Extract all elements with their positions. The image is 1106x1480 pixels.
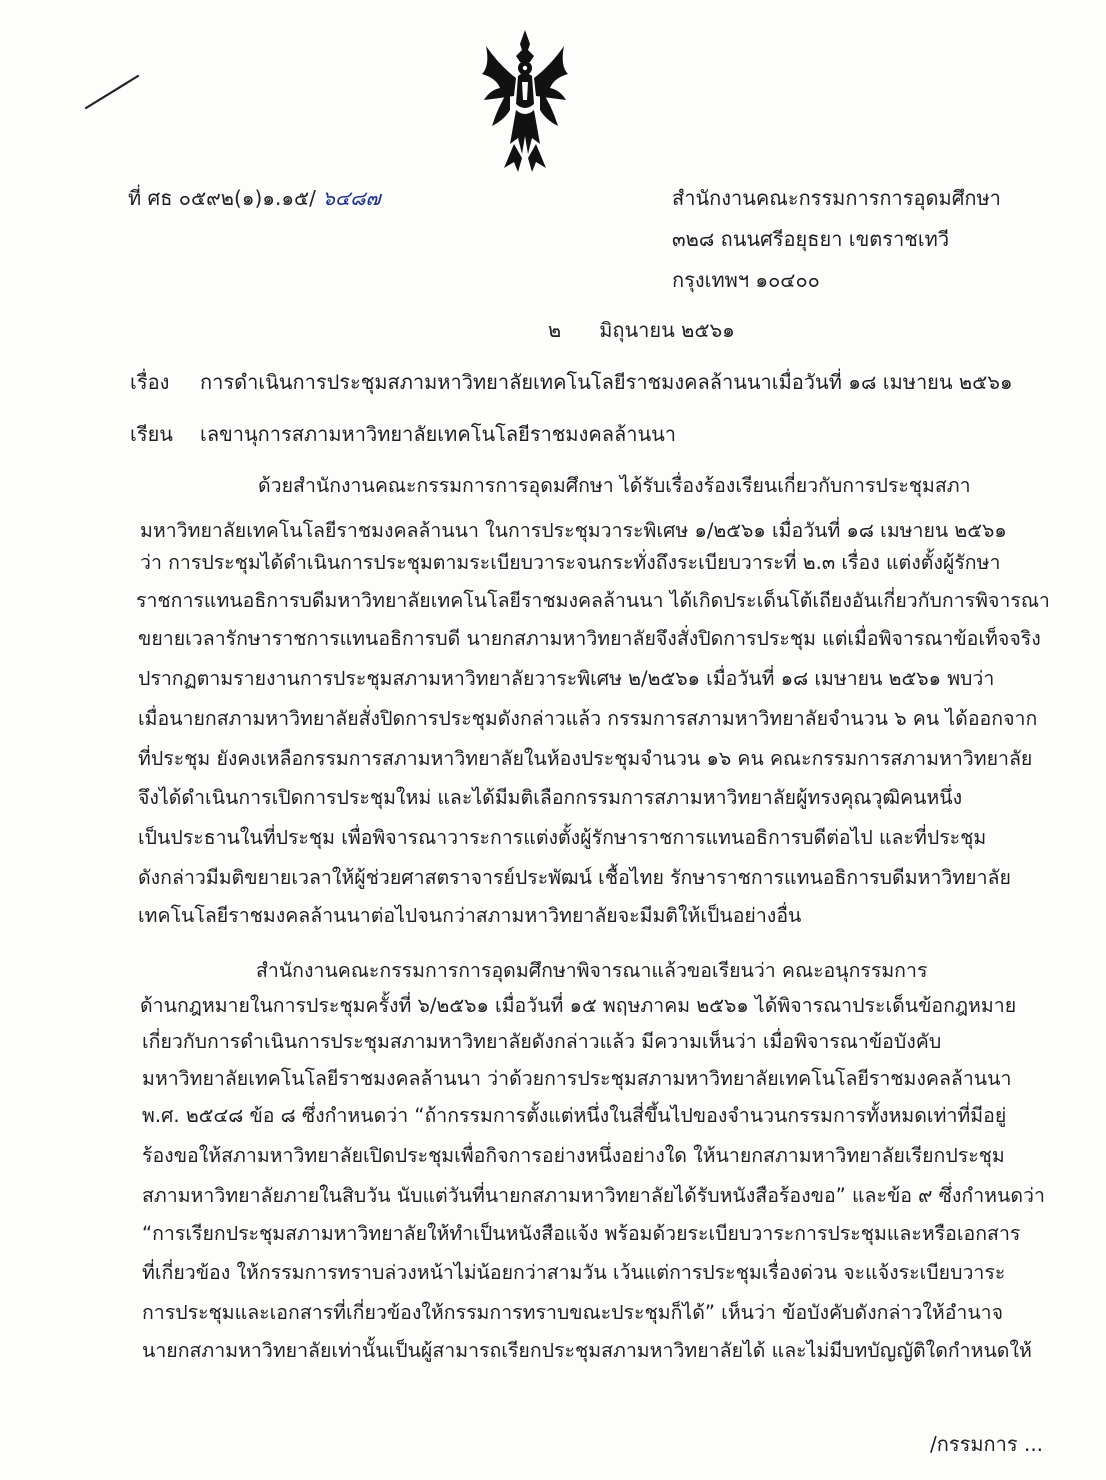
body-line: จึงได้ดำเนินการเปิดการประชุมใหม่ และได้มีมติเลือกกรรมการสภามหาวิทยาลัยผู้ทรงคุณวุฒิคนหนึ่ง xyxy=(138,786,963,809)
body-line: สภามหาวิทยาลัยภายในสิบวัน นับแต่วันที่นายกสภามหาวิทยาลัยได้รับหนังสือร้องขอ” และข้อ ๙ ซึ่งกำหนดว่า xyxy=(142,1184,1045,1207)
body-line: เป็นประธานในที่ประชุม เพื่อพิจารณาวาระการแต่งตั้งผู้รักษาราชการแทนอธิการบดีต่อไป และที่ประชุม xyxy=(138,826,987,849)
body-line: ขยายเวลารักษาราชการแทนอธิการบดี นายกสภามหาวิทยาลัยจึงสั่งปิดการประชุม แต่เมื่อพิจารณาข้อเท็จจริง xyxy=(138,627,1041,650)
body-line: นายกสภามหาวิทยาลัยเท่านั้นเป็นผู้สามารถเรียกประชุมสภามหาวิทยาลัยได้ และไม่มีบทบัญญัติใดกำหนดให้ xyxy=(142,1339,1032,1362)
body-line: การประชุมและเอกสารที่เกี่ยวข้องให้กรรมการทราบขณะประชุมก็ได้” เห็นว่า ข้อบังคับดังกล่าวให้อำนาจ xyxy=(142,1301,1004,1324)
letter-date xyxy=(548,314,735,346)
body-line: ว่า การประชุมได้ดำเนินการประชุมตามระเบียบวาระจนกระทั่งถึงระเบียบวาระที่ ๒.๓ เรื่อง แต่งตั้งผู้รักษา xyxy=(140,551,1001,574)
body-line: เกี่ยวกับการดำเนินการประชุมสภามหาวิทยาลัยดังกล่าวแล้ว มีความเห็นว่า เมื่อพิจารณาข้อบังคับ xyxy=(142,1030,942,1053)
body-line: ที่เกี่ยวข้อง ให้กรรมการทราบล่วงหน้าไม่น้อยกว่าสามวัน เว้นแต่การประชุมเรื่องด่วน จะแจ้งระเบียบวาระ xyxy=(142,1261,1006,1284)
date-day: ๒ xyxy=(548,318,562,342)
sender-address xyxy=(672,178,1001,301)
subject-text: การดำเนินการประชุมสภามหาวิทยาลัยเทคโนโลยีราชมงคลล้านนาเมื่อวันที่ ๑๘ เมษายน ๒๕๖๑ xyxy=(200,370,1013,394)
body-line: เมื่อนายกสภามหาวิทยาลัยสั่งปิดการประชุมดังกล่าวแล้ว กรรมการสภามหาวิทยาลัยจำนวน ๖ คน ได้ออกจาก xyxy=(138,707,1038,730)
body-line: ด้านกฎหมายในการประชุมครั้งที่ ๖/๒๕๖๑ เมื่อวันที่ ๑๕ พฤษภาคม ๒๕๖๑ ได้พิจารณาประเด็นข้อกฎหมาย xyxy=(140,994,1017,1017)
subject-label: เรื่อง xyxy=(130,370,170,394)
body-line: ปรากฏตามรายงานการประชุมสภามหาวิทยาลัยวาระพิเศษ ๒/๒๕๖๑ เมื่อวันที่ ๑๘ เมษายน ๒๕๖๑ พบว่า xyxy=(138,667,995,690)
recipient-label: เรียน xyxy=(130,422,173,446)
sender-address-line: สำนักงานคณะกรรมการการอุดมศึกษา xyxy=(672,186,1001,210)
sender-address-line: ๓๒๘ ถนนศรีอยุธยา เขตราชเทวี xyxy=(672,227,950,251)
body-line: เทคโนโลยีราชมงคลล้านนาต่อไปจนกว่าสภามหาวิทยาลัยจะมีมติให้เป็นอย่างอื่น xyxy=(138,904,802,927)
body-line: “การเรียกประชุมสภามหาวิทยาลัยให้ทำเป็นหนังสือแจ้ง พร้อมด้วยระเบียบวาระการประชุมและหรือเอกสาร xyxy=(142,1222,1021,1245)
body-line: พ.ศ. ๒๕๔๘ ข้อ ๘ ซึ่งกำหนดว่า “ถ้ากรรมการตั้งแต่หนึ่งในสี่ขึ้นไปของจำนวนกรรมการทั้งหมดเท่าที่มีอยู่ xyxy=(142,1104,1007,1127)
recipient-text: เลขานุการสภามหาวิทยาลัยเทคโนโลยีราชมงคลล้านนา xyxy=(200,422,677,446)
recipient-line xyxy=(130,418,676,450)
body-line: ราชการแทนอธิการบดีมหาวิทยาลัยเทคโนโลยีราชมงคลล้านนา ได้เกิดประเด็นโต้เถียงอันเกี่ยวกับการพิจารณา xyxy=(136,589,1050,612)
document-number-handwritten: ๖๔๘๗ xyxy=(322,186,381,210)
body-line: ด้วยสำนักงานคณะกรรมการการอุดมศึกษา ได้รับเรื่องร้องเรียนเกี่ยวกับการประชุมสภา xyxy=(258,474,971,497)
subject-line xyxy=(130,366,1013,398)
body-line: ร้องขอให้สภามหาวิทยาลัยเปิดประชุมเพื่อกิจการอย่างหนึ่งอย่างใด ให้นายกสภามหาวิทยาลัยเรียกประชุม xyxy=(142,1144,1005,1167)
continuation-marker: /กรรมการ ... xyxy=(930,1432,1044,1456)
body-line: ที่ประชุม ยังคงเหลือกรรมการสภามหาวิทยาลัยในห้องประชุมจำนวน ๑๖ คน คณะกรรมการสภามหาวิทยาลัย xyxy=(138,747,1033,770)
date-month-year: มิถุนายน ๒๕๖๑ xyxy=(599,318,735,342)
body-line: สำนักงานคณะกรรมการการอุดมศึกษาพิจารณาแล้วขอเรียนว่า คณะอนุกรรมการ xyxy=(256,959,928,982)
body-line: มหาวิทยาลัยเทคโนโลยีราชมงคลล้านนา ว่าด้วยการประชุมสภามหาวิทยาลัยเทคโนโลยีราชมงคลล้านนา xyxy=(142,1067,1012,1090)
body-line: มหาวิทยาลัยเทคโนโลยีราชมงคลล้านนา ในการประชุมวาระพิเศษ ๑/๒๕๖๑ เมื่อวันที่ ๑๘ เมษายน ๒๕๖๑ xyxy=(140,519,1007,542)
body-line: ดังกล่าวมีมติขยายเวลาให้ผู้ช่วยศาสตราจารย์ประพัฒน์ เชื้อไทย รักษาราชการแทนอธิการบดีมหาวิทยาลัย xyxy=(138,866,1011,889)
garuda-emblem-icon xyxy=(470,26,580,176)
pen-stroke-mark xyxy=(82,72,142,112)
document-number xyxy=(128,182,381,214)
sender-address-line: กรุงเทพฯ ๑๐๔๐๐ xyxy=(672,268,820,292)
document-number-prefix: ที่ ศธ ๐๕๙๒(๑)๑.๑๕/ xyxy=(128,186,316,210)
